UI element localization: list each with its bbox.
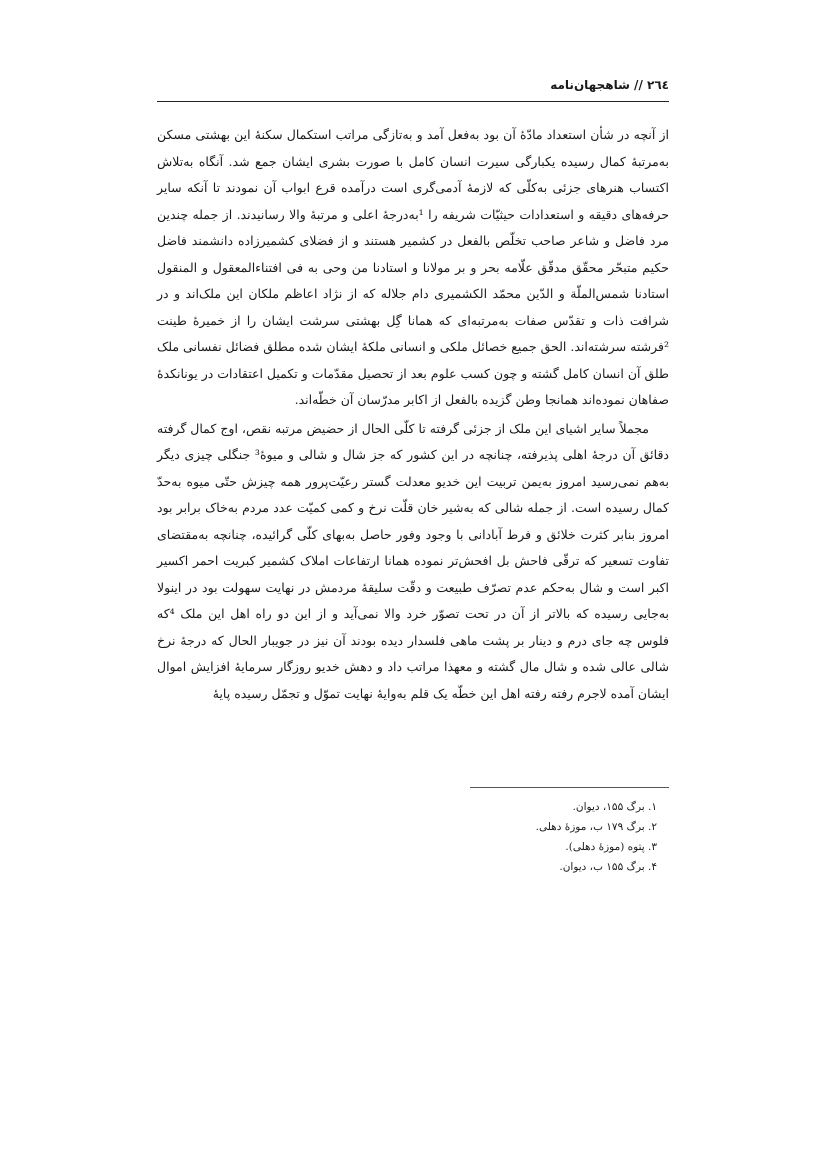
footnote-2: ۲. برگ ۱۷۹ ب، موزهٔ دهلی.	[535, 821, 657, 833]
footnotes	[369, 797, 669, 877]
running-head: ٢٦٤ // شاهجهان‌نامه	[550, 78, 669, 92]
paragraph-1: از آنچه در شأن استعداد مادّهٔ آن بود به‌فعل آمد و به‌تازگی مراتب استکمال سکنهٔ این بهشتی مسکن به‌مرتبهٔ کمال رسیده یکبارگی سیرت انسان کامل با صورت بشری ایشان جمع شد. آنگاه به‌تلاش اکتساب هنرهای جزئی به‌کلّی که لازمهٔ آدمی‌گری است درآمده قرع ابواب آن نمودند تا آنکه سایر حرفه‌های دقیقه و استعدادات حیثیّات شریفه را ¹به‌درجهٔ اعلی و مرتبهٔ والا رسانیدند. از جمله چندین مرد فاضل و شاعر صاحب تخلّص بالفعل در کشمیر هستند و از فضلای کشمیرزاده دانشمند فاضل حکیم متبحّر محقّق مدقّق علّامه بحر و بر مولانا و استادنا من وحی به فی افتناءالمعقول و المنقول استادنا شمس‌الملّة و الدّین محمّد الکشمیری دام جلاله که از نژاد اعاظم ملکان این ملک‌اند و در شرافت ذات و تقدّس صفات به‌مرتبه‌ای که همانا گِل بهشتی سرشت ایشان را از خمیرهٔ طینت ²فرشته سرشته‌اند. الحق جمیع خصائل ملکی و انسانی ملکهٔ ایشان شده مطلق فضائل نفسانی ملک طلق آن انسان کامل گشته و چون کسب علوم بعد از تحصیل مقدّمات و تکمیل اعتقادات در یونانکدهٔ صفاهان نموده‌اند همانجا وطن گزیده بالفعل از اکابر مدرّسان آن خطّه‌اند.	[157, 127, 669, 407]
header-rule	[157, 101, 669, 102]
main-text	[157, 122, 669, 707]
footnote-3: ۳. پتوه (موزهٔ دهلی).	[565, 841, 657, 853]
footnote-4: ۴. برگ ۱۵۵ ب، دیوان.	[559, 861, 657, 873]
footnote-rule	[470, 787, 669, 788]
footnote-1: ۱. برگ ۱۵۵، دیوان.	[572, 801, 657, 813]
paragraph-2: مجملاً سایر اشیای این ملک از جزئی گرفته تا کلّی الحال از حضیض مرتبه نقص، اوج کمال گرفته دقائق آن درجهٔ اهلی پذیرفته، چنانچه در این کشور که جز شال و شالی و میوهٔ³ جنگلی چیزی دیگر به‌هم نمی‌رسید امروز به‌یمن تربیت این خدیو معدلت گستر رعیّت‌پرور همه چیزش حتّی میوه به‌حدّ کمال رسیده است. از جمله شالی که به‌شیر خان قلّت نرخ و کمی کمیّت عدد مردم به‌خاک برابر بود امروز بنابر کثرت خلائق و فرط آبادانی با وجود وفور حاصل به‌بهای کلّی گرائیده، چنانچه به‌مقتضای تفاوت تسعیر که ترقّی فاحش بل افحش‌تر نموده همانا ارتفاعات املاک کشمیر کبریت احمر اکسیر اکبر است و شال به‌حکم عدم تصرّف طبیعت و دقّت سلیقهٔ مردمش در نهایت سهولت بود در اینولا به‌جایی رسیده که بالاتر از آن در تحت تصوّر خرد والا نمی‌آید و از این دو راه اهل این ملک ⁴که فلوس چه جای درم و دینار بر پشت ماهی فلسدار دیده بودند آن نیز در جویبار الحال که درجهٔ نرخ شالی عالی شده و شال مال گشته و معهذا مراتب داد و دهش خدیو روزگار سرمایهٔ افزایش اموال ایشان آمده لاجرم رفته رفته اهل این خطّه یک قلم به‌وایهٔ نهایت تموّل و تجمّل رسیده پایهٔ	[157, 420, 669, 701]
